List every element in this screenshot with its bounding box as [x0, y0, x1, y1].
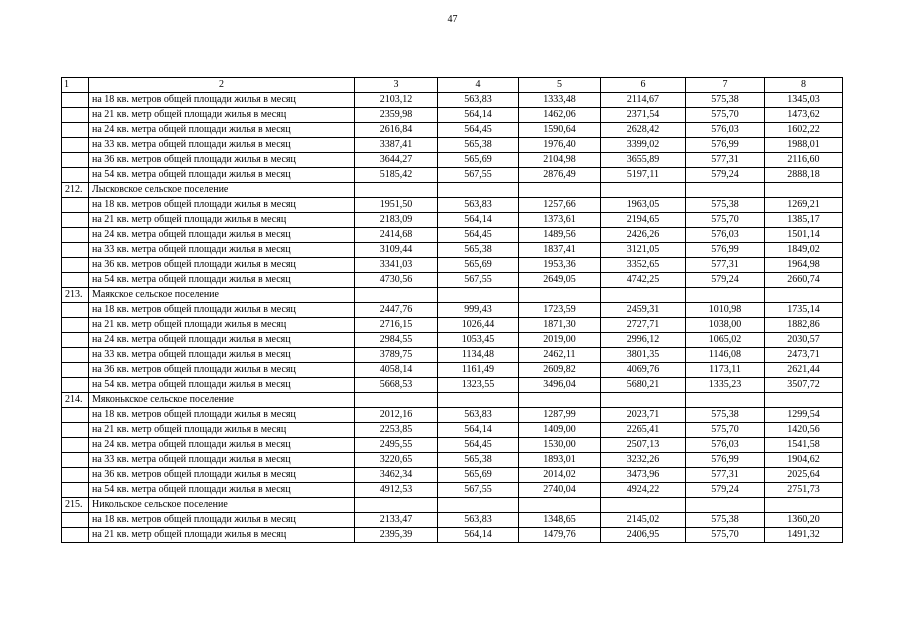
row-description-cell: на 24 кв. метра общей площади жилья в месяц — [89, 333, 355, 348]
value-cell: 564,14 — [438, 528, 519, 543]
value-cell: 564,14 — [438, 108, 519, 123]
table-row — [62, 468, 843, 483]
value-cell: 1038,00 — [686, 318, 765, 333]
value-cell: 577,31 — [686, 258, 765, 273]
value-cell — [355, 393, 438, 408]
value-cell: 1602,22 — [765, 123, 843, 138]
value-cell: 2012,16 — [355, 408, 438, 423]
value-cell: 575,38 — [686, 93, 765, 108]
value-cell: 2023,71 — [601, 408, 686, 423]
value-cell: 563,83 — [438, 513, 519, 528]
value-cell: 2459,31 — [601, 303, 686, 318]
row-description-cell: на 24 кв. метра общей площади жилья в месяц — [89, 228, 355, 243]
section-row — [62, 393, 843, 408]
value-cell — [601, 393, 686, 408]
header-cell: 6 — [601, 78, 686, 93]
table-row — [62, 513, 843, 528]
row-index-cell — [62, 423, 89, 438]
value-cell: 565,69 — [438, 153, 519, 168]
value-cell — [765, 498, 843, 513]
value-cell: 1385,17 — [765, 213, 843, 228]
value-cell: 567,55 — [438, 273, 519, 288]
value-cell — [601, 183, 686, 198]
value-cell — [438, 393, 519, 408]
value-cell: 565,38 — [438, 138, 519, 153]
row-description-cell: на 18 кв. метров общей площади жилья в месяц — [89, 303, 355, 318]
value-cell: 1287,99 — [519, 408, 601, 423]
value-cell: 4912,53 — [355, 483, 438, 498]
row-index-cell — [62, 108, 89, 123]
value-cell: 1348,65 — [519, 513, 601, 528]
row-index-cell — [62, 303, 89, 318]
row-index-cell: 215. — [62, 498, 89, 513]
table-row — [62, 423, 843, 438]
row-description-cell: на 33 кв. метра общей площади жилья в месяц — [89, 243, 355, 258]
row-description-cell: на 24 кв. метра общей площади жилья в месяц — [89, 438, 355, 453]
value-cell: 2616,84 — [355, 123, 438, 138]
table-body — [62, 78, 843, 543]
value-cell: 1026,44 — [438, 318, 519, 333]
row-index-cell — [62, 138, 89, 153]
value-cell: 575,70 — [686, 528, 765, 543]
value-cell: 3789,75 — [355, 348, 438, 363]
row-description-cell: на 21 кв. метр общей площади жилья в месяц — [89, 423, 355, 438]
row-index-cell — [62, 93, 89, 108]
value-cell: 3644,27 — [355, 153, 438, 168]
value-cell: 565,69 — [438, 258, 519, 273]
value-cell: 1541,58 — [765, 438, 843, 453]
value-cell: 3387,41 — [355, 138, 438, 153]
table-row — [62, 483, 843, 498]
value-cell: 2025,64 — [765, 468, 843, 483]
row-index-cell — [62, 453, 89, 468]
value-cell: 3473,96 — [601, 468, 686, 483]
value-cell — [519, 393, 601, 408]
value-cell: 1491,32 — [765, 528, 843, 543]
value-cell: 1479,76 — [519, 528, 601, 543]
value-cell: 2727,71 — [601, 318, 686, 333]
settlement-name-cell: Маякское сельское поселение — [89, 288, 355, 303]
value-cell: 2114,67 — [601, 93, 686, 108]
value-cell: 1590,64 — [519, 123, 601, 138]
table-row — [62, 228, 843, 243]
value-cell: 4058,14 — [355, 363, 438, 378]
row-index-cell — [62, 258, 89, 273]
value-cell — [438, 498, 519, 513]
table-row — [62, 348, 843, 363]
row-index-cell — [62, 528, 89, 543]
row-index-cell — [62, 273, 89, 288]
row-index-cell — [62, 168, 89, 183]
header-cell: 7 — [686, 78, 765, 93]
value-cell: 3496,04 — [519, 378, 601, 393]
value-cell: 564,45 — [438, 228, 519, 243]
value-cell — [519, 288, 601, 303]
row-description-cell: на 36 кв. метров общей площади жилья в месяц — [89, 363, 355, 378]
value-cell: 1893,01 — [519, 453, 601, 468]
value-cell: 1882,86 — [765, 318, 843, 333]
value-cell — [686, 288, 765, 303]
value-cell: 575,38 — [686, 198, 765, 213]
value-cell: 1065,02 — [686, 333, 765, 348]
value-cell: 1953,36 — [519, 258, 601, 273]
value-cell: 1345,03 — [765, 93, 843, 108]
value-cell: 1964,98 — [765, 258, 843, 273]
value-cell — [765, 288, 843, 303]
value-cell: 563,83 — [438, 198, 519, 213]
value-cell: 2751,73 — [765, 483, 843, 498]
value-cell: 577,31 — [686, 468, 765, 483]
row-index-cell — [62, 378, 89, 393]
value-cell: 567,55 — [438, 168, 519, 183]
settlement-name-cell: Никольское сельское поселение — [89, 498, 355, 513]
value-cell: 3121,05 — [601, 243, 686, 258]
table-row — [62, 213, 843, 228]
value-cell: 5197,11 — [601, 168, 686, 183]
value-cell: 576,99 — [686, 243, 765, 258]
row-description-cell: на 21 кв. метр общей площади жилья в месяц — [89, 528, 355, 543]
value-cell: 1299,54 — [765, 408, 843, 423]
value-cell: 3232,26 — [601, 453, 686, 468]
value-cell: 1409,00 — [519, 423, 601, 438]
row-index-cell — [62, 363, 89, 378]
value-cell: 1373,61 — [519, 213, 601, 228]
value-cell: 3341,03 — [355, 258, 438, 273]
settlement-name-cell: Лысковское сельское поселение — [89, 183, 355, 198]
value-cell: 1462,06 — [519, 108, 601, 123]
row-index-cell — [62, 513, 89, 528]
value-cell: 575,70 — [686, 108, 765, 123]
settlement-name-cell: Мяконькское сельское поселение — [89, 393, 355, 408]
tariff-table — [61, 77, 843, 543]
value-cell: 564,45 — [438, 123, 519, 138]
value-cell: 3655,89 — [601, 153, 686, 168]
table-row — [62, 198, 843, 213]
value-cell: 2507,13 — [601, 438, 686, 453]
value-cell: 2014,02 — [519, 468, 601, 483]
row-description-cell: на 36 кв. метров общей площади жилья в месяц — [89, 468, 355, 483]
value-cell: 563,83 — [438, 408, 519, 423]
value-cell: 1010,98 — [686, 303, 765, 318]
value-cell: 999,43 — [438, 303, 519, 318]
value-cell: 576,03 — [686, 438, 765, 453]
row-index-cell: 213. — [62, 288, 89, 303]
value-cell: 576,99 — [686, 138, 765, 153]
value-cell — [686, 393, 765, 408]
value-cell: 577,31 — [686, 153, 765, 168]
table-row — [62, 363, 843, 378]
row-index-cell — [62, 408, 89, 423]
row-index-cell — [62, 228, 89, 243]
value-cell: 2473,71 — [765, 348, 843, 363]
value-cell: 4730,56 — [355, 273, 438, 288]
row-index-cell — [62, 468, 89, 483]
value-cell: 3352,65 — [601, 258, 686, 273]
value-cell: 1333,48 — [519, 93, 601, 108]
header-cell: 3 — [355, 78, 438, 93]
table-row — [62, 453, 843, 468]
row-index-cell — [62, 438, 89, 453]
value-cell: 1323,55 — [438, 378, 519, 393]
value-cell — [686, 498, 765, 513]
value-cell: 2103,12 — [355, 93, 438, 108]
value-cell: 2194,65 — [601, 213, 686, 228]
value-cell: 2996,12 — [601, 333, 686, 348]
value-cell: 575,70 — [686, 213, 765, 228]
value-cell: 1420,56 — [765, 423, 843, 438]
table-row — [62, 138, 843, 153]
value-cell: 1976,40 — [519, 138, 601, 153]
row-index-cell: 214. — [62, 393, 89, 408]
value-cell: 2660,74 — [765, 273, 843, 288]
row-description-cell: на 36 кв. метров общей площади жилья в месяц — [89, 153, 355, 168]
value-cell: 565,69 — [438, 468, 519, 483]
value-cell: 1988,01 — [765, 138, 843, 153]
value-cell: 579,24 — [686, 168, 765, 183]
value-cell — [438, 288, 519, 303]
value-cell: 3399,02 — [601, 138, 686, 153]
row-description-cell: на 24 кв. метра общей площади жилья в месяц — [89, 123, 355, 138]
value-cell — [765, 183, 843, 198]
value-cell: 1963,05 — [601, 198, 686, 213]
row-description-cell: на 54 кв. метра общей площади жилья в месяц — [89, 378, 355, 393]
row-description-cell: на 54 кв. метра общей площади жилья в месяц — [89, 483, 355, 498]
table-row — [62, 528, 843, 543]
value-cell — [765, 393, 843, 408]
row-description-cell: на 21 кв. метр общей площади жилья в месяц — [89, 318, 355, 333]
value-cell: 565,38 — [438, 243, 519, 258]
table-row — [62, 303, 843, 318]
value-cell: 3109,44 — [355, 243, 438, 258]
value-cell: 2462,11 — [519, 348, 601, 363]
value-cell: 2426,26 — [601, 228, 686, 243]
row-index-cell — [62, 483, 89, 498]
page-number: 47 — [447, 14, 458, 25]
table-row — [62, 258, 843, 273]
value-cell: 1053,45 — [438, 333, 519, 348]
value-cell — [355, 288, 438, 303]
value-cell: 4742,25 — [601, 273, 686, 288]
table-row — [62, 333, 843, 348]
value-cell: 2621,44 — [765, 363, 843, 378]
row-index-cell: 212. — [62, 183, 89, 198]
value-cell: 576,99 — [686, 453, 765, 468]
row-description-cell: на 21 кв. метр общей площади жилья в месяц — [89, 108, 355, 123]
value-cell: 2019,00 — [519, 333, 601, 348]
value-cell: 576,03 — [686, 228, 765, 243]
row-index-cell — [62, 123, 89, 138]
row-index-cell — [62, 348, 89, 363]
value-cell: 564,14 — [438, 423, 519, 438]
value-cell: 3801,35 — [601, 348, 686, 363]
table-row — [62, 108, 843, 123]
table-row — [62, 438, 843, 453]
row-index-cell — [62, 153, 89, 168]
table-row — [62, 243, 843, 258]
value-cell — [355, 498, 438, 513]
value-cell: 1951,50 — [355, 198, 438, 213]
value-cell — [601, 498, 686, 513]
value-cell: 2030,57 — [765, 333, 843, 348]
value-cell: 575,70 — [686, 423, 765, 438]
value-cell: 564,14 — [438, 213, 519, 228]
value-cell: 579,24 — [686, 273, 765, 288]
row-index-cell — [62, 243, 89, 258]
value-cell: 1161,49 — [438, 363, 519, 378]
value-cell: 1257,66 — [519, 198, 601, 213]
table-row — [62, 378, 843, 393]
value-cell: 1904,62 — [765, 453, 843, 468]
value-cell: 4924,22 — [601, 483, 686, 498]
row-index-cell — [62, 198, 89, 213]
row-description-cell: на 18 кв. метров общей площади жилья в месяц — [89, 198, 355, 213]
section-row — [62, 288, 843, 303]
table-row — [62, 153, 843, 168]
row-description-cell: на 33 кв. метра общей площади жилья в месяц — [89, 138, 355, 153]
value-cell: 1849,02 — [765, 243, 843, 258]
value-cell: 1335,23 — [686, 378, 765, 393]
value-cell: 1871,30 — [519, 318, 601, 333]
value-cell: 2183,09 — [355, 213, 438, 228]
value-cell: 5185,42 — [355, 168, 438, 183]
table-row — [62, 318, 843, 333]
value-cell: 579,24 — [686, 483, 765, 498]
row-description-cell: на 54 кв. метра общей площади жилья в месяц — [89, 168, 355, 183]
value-cell: 2649,05 — [519, 273, 601, 288]
value-cell — [519, 498, 601, 513]
row-description-cell: на 18 кв. метров общей площади жилья в месяц — [89, 513, 355, 528]
value-cell: 1173,11 — [686, 363, 765, 378]
value-cell — [438, 183, 519, 198]
value-cell: 2495,55 — [355, 438, 438, 453]
value-cell: 576,03 — [686, 123, 765, 138]
row-description-cell: на 33 кв. метра общей площади жилья в месяц — [89, 453, 355, 468]
section-row — [62, 183, 843, 198]
value-cell: 2253,85 — [355, 423, 438, 438]
value-cell: 564,45 — [438, 438, 519, 453]
value-cell: 575,38 — [686, 513, 765, 528]
row-index-cell — [62, 318, 89, 333]
value-cell: 1837,41 — [519, 243, 601, 258]
value-cell: 1489,56 — [519, 228, 601, 243]
header-cell: 5 — [519, 78, 601, 93]
value-cell: 2406,95 — [601, 528, 686, 543]
value-cell: 2395,39 — [355, 528, 438, 543]
value-cell: 2888,18 — [765, 168, 843, 183]
section-row — [62, 498, 843, 513]
value-cell: 2876,49 — [519, 168, 601, 183]
row-description-cell: на 36 кв. метров общей площади жилья в месяц — [89, 258, 355, 273]
value-cell: 1360,20 — [765, 513, 843, 528]
value-cell: 575,38 — [686, 408, 765, 423]
value-cell: 1134,48 — [438, 348, 519, 363]
header-cell: 2 — [89, 78, 355, 93]
table-row — [62, 408, 843, 423]
row-description-cell: на 33 кв. метра общей площади жилья в месяц — [89, 348, 355, 363]
value-cell: 1501,14 — [765, 228, 843, 243]
header-cell: 4 — [438, 78, 519, 93]
table-row — [62, 273, 843, 288]
header-cell: 1 — [62, 78, 89, 93]
value-cell: 5680,21 — [601, 378, 686, 393]
value-cell: 2609,82 — [519, 363, 601, 378]
row-index-cell — [62, 333, 89, 348]
table-header-row — [62, 78, 843, 93]
value-cell: 2359,98 — [355, 108, 438, 123]
value-cell — [686, 183, 765, 198]
value-cell: 565,38 — [438, 453, 519, 468]
value-cell: 1735,14 — [765, 303, 843, 318]
table-row — [62, 93, 843, 108]
value-cell: 2265,41 — [601, 423, 686, 438]
value-cell: 563,83 — [438, 93, 519, 108]
value-cell: 2371,54 — [601, 108, 686, 123]
row-description-cell: на 54 кв. метра общей площади жилья в месяц — [89, 273, 355, 288]
value-cell: 3462,34 — [355, 468, 438, 483]
row-description-cell: на 18 кв. метров общей площади жилья в месяц — [89, 408, 355, 423]
value-cell: 2740,04 — [519, 483, 601, 498]
value-cell: 3507,72 — [765, 378, 843, 393]
table-row — [62, 168, 843, 183]
value-cell: 1723,59 — [519, 303, 601, 318]
value-cell: 2414,68 — [355, 228, 438, 243]
value-cell: 1269,21 — [765, 198, 843, 213]
value-cell: 2116,60 — [765, 153, 843, 168]
header-cell: 8 — [765, 78, 843, 93]
table-row — [62, 123, 843, 138]
value-cell: 1530,00 — [519, 438, 601, 453]
value-cell: 2447,76 — [355, 303, 438, 318]
row-index-cell — [62, 213, 89, 228]
value-cell: 3220,65 — [355, 453, 438, 468]
row-description-cell: на 21 кв. метр общей площади жилья в месяц — [89, 213, 355, 228]
value-cell: 5668,53 — [355, 378, 438, 393]
value-cell: 1473,62 — [765, 108, 843, 123]
value-cell: 2984,55 — [355, 333, 438, 348]
value-cell: 2716,15 — [355, 318, 438, 333]
value-cell: 2628,42 — [601, 123, 686, 138]
value-cell — [355, 183, 438, 198]
value-cell: 2104,98 — [519, 153, 601, 168]
value-cell: 1146,08 — [686, 348, 765, 363]
value-cell: 567,55 — [438, 483, 519, 498]
row-description-cell: на 18 кв. метров общей площади жилья в месяц — [89, 93, 355, 108]
value-cell: 2145,02 — [601, 513, 686, 528]
value-cell: 4069,76 — [601, 363, 686, 378]
value-cell: 2133,47 — [355, 513, 438, 528]
value-cell — [601, 288, 686, 303]
value-cell — [519, 183, 601, 198]
